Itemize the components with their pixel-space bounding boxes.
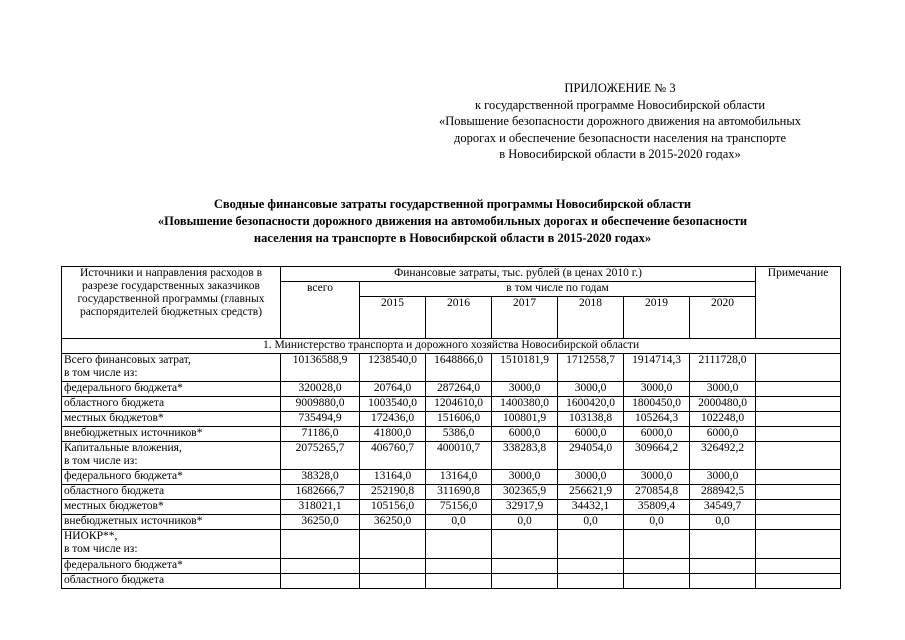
value-note	[756, 412, 841, 427]
value-2015: 13164,0	[360, 470, 426, 485]
value-2020: 288942,5	[690, 485, 756, 500]
row-label: федерального бюджета*	[62, 470, 281, 485]
row-label: федерального бюджета*	[62, 559, 281, 574]
value-2017	[492, 559, 558, 574]
table-row	[62, 574, 841, 589]
value-2018: 6000,0	[558, 427, 624, 442]
table-row	[62, 442, 841, 470]
header-year: 2020	[690, 297, 756, 339]
row-label: внебюджетных источников*	[62, 515, 281, 530]
value-note	[756, 442, 841, 470]
document-title	[50, 196, 855, 247]
value-2017: 338283,8	[492, 442, 558, 470]
value-2018: 3000,0	[558, 470, 624, 485]
table-row	[62, 515, 841, 530]
table-row	[62, 485, 841, 500]
value-2019: 0,0	[624, 515, 690, 530]
value-2018: 1600420,0	[558, 397, 624, 412]
value-2016: 287264,0	[426, 382, 492, 397]
value-total: 10136588,9	[281, 354, 360, 382]
value-2015: 41800,0	[360, 427, 426, 442]
value-2018: 256621,9	[558, 485, 624, 500]
appendix-line: к государственной программе Новосибирской области	[474, 97, 766, 112]
value-total: 318021,1	[281, 500, 360, 515]
header-source: Источники и направления расходов в разрезе государственных заказчиков государственной программы (главных распорядителей бюджетных средств)	[62, 267, 281, 339]
value-2020: 2000480,0	[690, 397, 756, 412]
value-2016: 311690,8	[426, 485, 492, 500]
value-2019: 270854,8	[624, 485, 690, 500]
header-total: всего	[281, 282, 360, 339]
value-2019	[624, 530, 690, 559]
value-2019: 1800450,0	[624, 397, 690, 412]
header-year: 2016	[426, 297, 492, 339]
table-row	[62, 530, 841, 559]
value-total	[281, 530, 360, 559]
value-total: 320028,0	[281, 382, 360, 397]
value-2020: 3000,0	[690, 470, 756, 485]
row-label-main: НИОКР**,	[64, 530, 118, 542]
value-2019: 3000,0	[624, 470, 690, 485]
row-label-sub: в том числе из:	[64, 543, 138, 555]
table-row	[62, 470, 841, 485]
value-total: 1682666,7	[281, 485, 360, 500]
appendix-line: дорогах и обеспечение безопасности населения на транспорте	[453, 130, 787, 145]
value-2015: 1003540,0	[360, 397, 426, 412]
value-2015: 252190,8	[360, 485, 426, 500]
row-label-sub: в том числе из:	[64, 455, 138, 467]
value-2017: 302365,9	[492, 485, 558, 500]
value-2018	[558, 530, 624, 559]
value-2016: 151606,0	[426, 412, 492, 427]
value-2016	[426, 559, 492, 574]
value-2016	[426, 574, 492, 589]
value-2017: 100801,9	[492, 412, 558, 427]
value-2020: 2111728,0	[690, 354, 756, 382]
section-title: 1. Министерство транспорта и дорожного хозяйства Новосибирской области	[62, 339, 841, 354]
value-2015	[360, 530, 426, 559]
value-note	[756, 500, 841, 515]
value-2018: 34432,1	[558, 500, 624, 515]
value-2016: 13164,0	[426, 470, 492, 485]
header-year: 2019	[624, 297, 690, 339]
document-title-line: Сводные финансовые затраты государственной программы Новосибирской области	[213, 197, 692, 211]
value-2017: 0,0	[492, 515, 558, 530]
row-label-sub: в том числе из:	[64, 367, 138, 379]
value-2019: 105264,3	[624, 412, 690, 427]
value-2015: 1238540,0	[360, 354, 426, 382]
value-note	[756, 559, 841, 574]
value-2017: 32917,9	[492, 500, 558, 515]
header-note: Примечание	[756, 267, 841, 339]
value-total	[281, 574, 360, 589]
row-label	[62, 354, 281, 382]
value-2016: 400010,7	[426, 442, 492, 470]
value-2015: 172436,0	[360, 412, 426, 427]
value-2017: 3000,0	[492, 470, 558, 485]
value-2019: 1914714,3	[624, 354, 690, 382]
value-2015: 36250,0	[360, 515, 426, 530]
row-label: местных бюджетов*	[62, 500, 281, 515]
header-row-1	[62, 267, 841, 282]
value-2020: 0,0	[690, 515, 756, 530]
header-year: 2015	[360, 297, 426, 339]
table-row	[62, 397, 841, 412]
value-note	[756, 515, 841, 530]
value-note	[756, 427, 841, 442]
value-note	[756, 397, 841, 412]
value-2016: 1648866,0	[426, 354, 492, 382]
value-2020	[690, 574, 756, 589]
row-label: областного бюджета	[62, 485, 281, 500]
row-label-main: Всего финансовых затрат,	[64, 354, 191, 366]
value-2019: 3000,0	[624, 382, 690, 397]
row-label	[62, 530, 281, 559]
document-title-line: «Повышение безопасности дорожного движения на автомобильных дорогах и обеспечение безопасности	[157, 214, 748, 228]
value-2017: 3000,0	[492, 382, 558, 397]
row-label: федерального бюджета*	[62, 382, 281, 397]
row-label: областного бюджета	[62, 574, 281, 589]
appendix-line: в Новосибирской области в 2015-2020 годах»	[499, 147, 741, 161]
appendix-number: ПРИЛОЖЕНИЕ № 3	[564, 81, 676, 95]
value-total: 36250,0	[281, 515, 360, 530]
table-row	[62, 412, 841, 427]
value-2019	[624, 559, 690, 574]
value-2016	[426, 530, 492, 559]
value-2016: 5386,0	[426, 427, 492, 442]
value-2019	[624, 574, 690, 589]
value-note	[756, 382, 841, 397]
table-row	[62, 500, 841, 515]
value-2020	[690, 530, 756, 559]
value-2015: 20764,0	[360, 382, 426, 397]
document-title-line: населения на транспорте в Новосибирской области в 2015-2020 годах»	[253, 231, 652, 245]
row-label: областного бюджета	[62, 397, 281, 412]
appendix-header	[360, 80, 880, 163]
value-2015: 406760,7	[360, 442, 426, 470]
value-note	[756, 574, 841, 589]
value-2018: 0,0	[558, 515, 624, 530]
value-2020: 102248,0	[690, 412, 756, 427]
value-total: 9009880,0	[281, 397, 360, 412]
row-label-main: Капитальные вложения,	[64, 442, 182, 454]
value-total: 2075265,7	[281, 442, 360, 470]
header-by-years: в том числе по годам	[360, 282, 756, 297]
value-2020: 6000,0	[690, 427, 756, 442]
table-row	[62, 427, 841, 442]
financial-costs-table	[61, 266, 841, 589]
table-row	[62, 559, 841, 574]
value-2015	[360, 559, 426, 574]
value-total: 735494,9	[281, 412, 360, 427]
value-2016: 0,0	[426, 515, 492, 530]
section-row	[62, 339, 841, 354]
table-row	[62, 382, 841, 397]
value-2015	[360, 574, 426, 589]
header-costs: Финансовые затраты, тыс. рублей (в ценах 2010 г.)	[281, 267, 756, 282]
value-note	[756, 530, 841, 559]
value-2020: 326492,2	[690, 442, 756, 470]
header-year: 2017	[492, 297, 558, 339]
value-total: 71186,0	[281, 427, 360, 442]
value-total: 38328,0	[281, 470, 360, 485]
appendix-line: «Повышение безопасности дорожного движения на автомобильных	[438, 114, 801, 128]
value-2017	[492, 530, 558, 559]
value-2018	[558, 559, 624, 574]
row-label: внебюджетных источников*	[62, 427, 281, 442]
value-2016: 1204610,0	[426, 397, 492, 412]
value-2015: 105156,0	[360, 500, 426, 515]
value-note	[756, 485, 841, 500]
value-2017	[492, 574, 558, 589]
value-2017: 6000,0	[492, 427, 558, 442]
value-2018: 294054,0	[558, 442, 624, 470]
value-2018: 103138,8	[558, 412, 624, 427]
value-2020: 3000,0	[690, 382, 756, 397]
row-label: местных бюджетов*	[62, 412, 281, 427]
value-2019: 309664,2	[624, 442, 690, 470]
value-2018: 3000,0	[558, 382, 624, 397]
value-note	[756, 354, 841, 382]
value-2019: 35809,4	[624, 500, 690, 515]
value-2020	[690, 559, 756, 574]
header-year: 2018	[558, 297, 624, 339]
value-2017: 1510181,9	[492, 354, 558, 382]
value-2016: 75156,0	[426, 500, 492, 515]
value-2018: 1712558,7	[558, 354, 624, 382]
value-2017: 1400380,0	[492, 397, 558, 412]
row-label	[62, 442, 281, 470]
value-total	[281, 559, 360, 574]
value-note	[756, 470, 841, 485]
value-2019: 6000,0	[624, 427, 690, 442]
value-2020: 34549,7	[690, 500, 756, 515]
table-row	[62, 354, 841, 382]
value-2018	[558, 574, 624, 589]
